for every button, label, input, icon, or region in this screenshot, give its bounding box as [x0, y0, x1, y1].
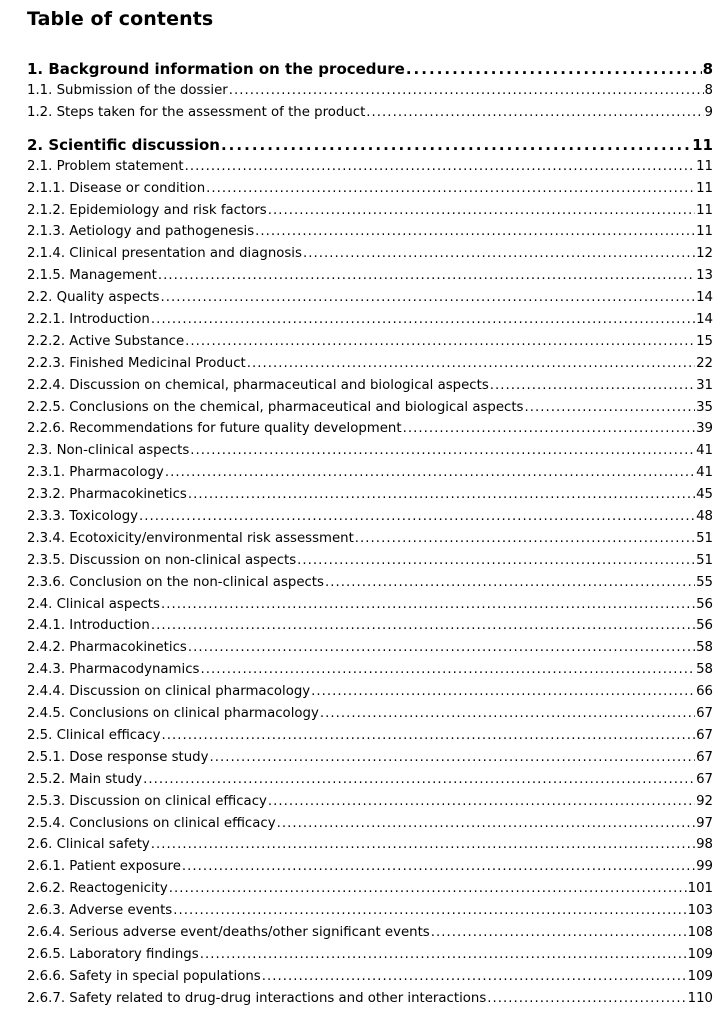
toc-dot-leader: [188, 484, 695, 506]
toc-entry-label: 2.5.1. Dose response study: [27, 749, 209, 765]
toc-entry-label: 2.2.4. Discussion on chemical, pharmaceutical and biological aspects: [27, 377, 489, 393]
toc-dot-leader: [200, 659, 695, 681]
toc-dot-leader: [355, 528, 695, 550]
toc-entry[interactable]: [27, 375, 713, 397]
toc-entry[interactable]: [27, 878, 713, 900]
toc-entry[interactable]: [27, 594, 713, 616]
toc-entry-label: 2.4. Clinical aspects: [27, 596, 160, 612]
toc-entry-label: 2.4.5. Conclusions on clinical pharmacology: [27, 706, 319, 722]
toc-entry-page-number: 11: [696, 180, 713, 196]
toc-entry-page-number: 14: [696, 312, 713, 328]
toc-entry-page-number: 51: [696, 530, 713, 546]
toc-entry-label: 2.3.3. Toxicology: [27, 509, 139, 525]
toc-entry[interactable]: [27, 550, 713, 572]
toc-entry-label: 2.5.3. Discussion on clinical efficacy: [27, 793, 267, 809]
toc-dot-leader: [297, 550, 695, 572]
toc-entry-page-number: 22: [696, 355, 713, 371]
toc-entry[interactable]: [27, 615, 713, 637]
toc-entry-label: 2.2.3. Finished Medicinal Product: [27, 355, 246, 371]
toc-entry-label: 1. Background information on the procedure: [27, 60, 405, 78]
toc-dot-leader: [139, 506, 695, 528]
toc-entry-page-number: 39: [696, 421, 713, 437]
toc-entry-label: 2.3.1. Pharmacology: [27, 465, 164, 481]
toc-entry-page-number: 67: [696, 727, 713, 743]
toc-entry[interactable]: [27, 834, 713, 856]
toc-entry-label: 2.4.2. Pharmacokinetics: [27, 640, 187, 656]
toc-entry[interactable]: [27, 265, 713, 287]
toc-dot-leader: [325, 572, 695, 594]
toc-entry[interactable]: [27, 462, 713, 484]
toc-entry-label: 2.6.6. Safety in special populations: [27, 968, 261, 984]
toc-entry[interactable]: [27, 331, 713, 353]
toc-entry-label: 2.4.4. Discussion on clinical pharmacology: [27, 684, 311, 700]
toc-entry[interactable]: [27, 528, 713, 550]
toc-dot-leader: [221, 134, 691, 156]
toc-entry-label: 2.1.1. Disease or condition: [27, 180, 206, 196]
toc-dot-leader: [403, 418, 696, 440]
toc-entry[interactable]: [27, 287, 713, 309]
toc-entry[interactable]: [27, 681, 713, 703]
toc-entry-page-number: 103: [687, 903, 713, 919]
toc-entry-page-number: 101: [687, 881, 713, 897]
toc-entry-label: 2.1.4. Clinical presentation and diagnosis: [27, 246, 302, 262]
toc-dot-leader: [161, 287, 696, 309]
toc-entry-label: 2.6.4. Serious adverse event/deaths/other significant events: [27, 924, 430, 940]
toc-entry-label: 2.3.2. Pharmacokinetics: [27, 487, 187, 503]
toc-entry-page-number: 9: [704, 104, 713, 120]
toc-entry-page-number: 67: [696, 749, 713, 765]
toc-heading-entry[interactable]: [27, 58, 713, 80]
toc-entry-page-number: 13: [696, 268, 713, 284]
toc-dot-leader: [190, 440, 695, 462]
toc-dot-leader: [262, 966, 687, 988]
toc-entry[interactable]: [27, 102, 713, 124]
toc-entry[interactable]: [27, 703, 713, 725]
toc-entry-label: 2.3.5. Discussion on non-clinical aspects: [27, 552, 297, 568]
toc-entry-label: 1.2. Steps taken for the assessment of the product: [27, 104, 366, 120]
toc-entry[interactable]: [27, 572, 713, 594]
toc-entry[interactable]: [27, 309, 713, 331]
toc-entry-page-number: 66: [696, 684, 713, 700]
toc-entry-label: 2.1.3. Aetiology and pathogenesis: [27, 224, 255, 240]
toc-entry-label: 2.6.2. Reactogenicity: [27, 881, 168, 897]
toc-dot-leader: [173, 900, 686, 922]
toc-entry-page-number: 58: [696, 662, 713, 678]
toc-entry[interactable]: [27, 200, 713, 222]
toc-dot-leader: [303, 243, 695, 265]
toc-dot-leader: [524, 397, 695, 419]
toc-entry[interactable]: [27, 900, 713, 922]
toc-entry[interactable]: [27, 506, 713, 528]
toc-dot-leader: [165, 462, 695, 484]
toc-entry-label: 2.3. Non-clinical aspects: [27, 443, 190, 459]
toc-entry-label: 2.4.1. Introduction: [27, 618, 150, 634]
toc-entry-page-number: 8: [702, 60, 713, 78]
toc-dot-leader: [206, 178, 695, 200]
toc-entry-label: 2.5.2. Main study: [27, 771, 143, 787]
toc-entry-page-number: 11: [692, 135, 713, 154]
toc-dot-leader: [229, 80, 704, 102]
toc-entry[interactable]: [27, 484, 713, 506]
toc-heading-entry[interactable]: [27, 134, 713, 156]
toc-entry-page-number: 11: [696, 224, 713, 240]
toc-dot-leader: [185, 331, 695, 353]
toc-entry-label: 1.1. Submission of the dossier: [27, 83, 228, 98]
toc-dot-leader: [210, 747, 696, 769]
toc-entry-label: 2.2.1. Introduction: [27, 312, 150, 328]
toc-dot-leader: [311, 681, 695, 703]
toc-entry-page-number: 67: [696, 771, 713, 787]
toc-entry-label: 2.2. Quality aspects: [27, 290, 160, 306]
toc-entry-page-number: 11: [696, 158, 713, 174]
toc-dot-leader: [151, 309, 695, 331]
toc-entry-page-number: 99: [696, 859, 713, 875]
toc-title: Table of contents: [27, 8, 214, 30]
toc-dot-leader: [320, 703, 695, 725]
toc-entry-page-number: 92: [696, 793, 713, 809]
toc-entry-page-number: 45: [696, 487, 713, 503]
toc-dot-leader: [161, 594, 695, 616]
toc-entry-label: 2.6. Clinical safety: [27, 837, 150, 853]
toc-entry-page-number: 14: [696, 290, 713, 306]
toc-entry-label: 2.6.1. Patient exposure: [27, 859, 181, 875]
toc-entry[interactable]: [27, 637, 713, 659]
toc-entry-page-number: 109: [687, 946, 713, 962]
toc-dot-leader: [169, 878, 687, 900]
toc-dot-leader: [490, 375, 695, 397]
toc-dot-leader: [161, 725, 695, 747]
toc-entry-label: 2.2.5. Conclusions on the chemical, pharmaceutical and biological aspects: [27, 399, 524, 415]
toc-entry-label: 2.5.4. Conclusions on clinical efficacy: [27, 815, 276, 831]
toc-entry-page-number: 98: [696, 837, 713, 853]
toc-entry-label: 2.6.3. Adverse events: [27, 903, 173, 919]
toc-dot-leader: [247, 353, 695, 375]
toc-dot-leader: [188, 637, 695, 659]
toc-entry[interactable]: [27, 221, 713, 243]
toc-entry-page-number: 12: [696, 246, 713, 262]
toc-entry-label: 2.6.7. Safety related to drug-drug interactions and other interactions: [27, 990, 487, 1006]
toc-entry[interactable]: [27, 178, 713, 200]
toc-dot-leader: [151, 615, 695, 637]
toc-entry[interactable]: [27, 813, 713, 835]
toc-entry-page-number: 58: [696, 640, 713, 656]
toc-entry-page-number: 56: [696, 596, 713, 612]
toc-entry[interactable]: [27, 156, 713, 178]
toc-entry-label: 2.1.5. Management: [27, 268, 157, 284]
toc-entry-page-number: 11: [696, 202, 713, 218]
toc-entry-page-number: 67: [696, 706, 713, 722]
toc-dot-leader: [366, 102, 703, 124]
toc-dot-leader: [255, 221, 695, 243]
toc-entry[interactable]: [27, 659, 713, 681]
toc-dot-leader: [406, 58, 702, 80]
toc-entry-label: 2.5. Clinical efficacy: [27, 727, 161, 743]
toc-entry-label: 2.1.2. Epidemiology and risk factors: [27, 202, 267, 218]
toc-entry-page-number: 56: [696, 618, 713, 634]
toc-entry[interactable]: [27, 988, 713, 1010]
toc-entry-page-number: 55: [696, 574, 713, 590]
toc-entry-label: 2.1. Problem statement: [27, 158, 184, 174]
toc-entry-page-number: 41: [696, 465, 713, 481]
toc-entry[interactable]: [27, 243, 713, 265]
toc-entry-page-number: 48: [696, 509, 713, 525]
toc-entry[interactable]: [27, 791, 713, 813]
toc-entry-label: 2.3.4. Ecotoxicity/environmental risk assessment: [27, 530, 354, 546]
toc-entry-page-number: 97: [696, 815, 713, 831]
toc-entry-label: 2.6.5. Laboratory findings: [27, 946, 199, 962]
toc-entry-label: 2.2.2. Active Substance: [27, 333, 185, 349]
toc-dot-leader: [158, 265, 695, 287]
toc-dot-leader: [268, 791, 695, 813]
toc-dot-leader: [182, 856, 695, 878]
toc-entry[interactable]: [27, 397, 713, 419]
toc-entry-label: 2.3.6. Conclusion on the non-clinical aspects: [27, 574, 324, 590]
toc-entry[interactable]: [27, 747, 713, 769]
toc-entry-page-number: 108: [687, 924, 713, 940]
toc-entry[interactable]: [27, 769, 713, 791]
toc-entry-label: 2. Scientific discussion: [27, 135, 220, 154]
toc-dot-leader: [268, 200, 695, 222]
toc-dot-leader: [431, 922, 687, 944]
toc-entry-page-number: 15: [696, 333, 713, 349]
toc-entry[interactable]: [27, 944, 713, 966]
toc-entry[interactable]: [27, 922, 713, 944]
toc-entry[interactable]: [27, 856, 713, 878]
toc-entry-page-number: 31: [696, 377, 713, 393]
toc-entry-page-number: 35: [696, 399, 713, 415]
toc-dot-leader: [200, 944, 687, 966]
toc-entry-label: 2.4.3. Pharmacodynamics: [27, 662, 200, 678]
toc-entry[interactable]: [27, 440, 713, 462]
toc-dot-leader: [143, 769, 695, 791]
toc-entry-page-number: 41: [696, 443, 713, 459]
toc-entry[interactable]: [27, 80, 713, 102]
toc-entry-page-number: 51: [696, 552, 713, 568]
toc-list: [27, 58, 713, 1010]
toc-entry[interactable]: [27, 725, 713, 747]
toc-entry[interactable]: [27, 966, 713, 988]
toc-dot-leader: [151, 834, 695, 856]
toc-entry[interactable]: [27, 353, 713, 375]
toc-entry-page-number: 110: [687, 990, 713, 1006]
toc-dot-leader: [185, 156, 695, 178]
toc-entry-page-number: 8: [704, 83, 713, 98]
toc-entry-page-number: 109: [687, 968, 713, 984]
toc-dot-leader: [487, 988, 686, 1010]
toc-entry-label: 2.2.6. Recommendations for future quality development: [27, 421, 402, 437]
toc-dot-leader: [277, 813, 696, 835]
toc-entry[interactable]: [27, 418, 713, 440]
